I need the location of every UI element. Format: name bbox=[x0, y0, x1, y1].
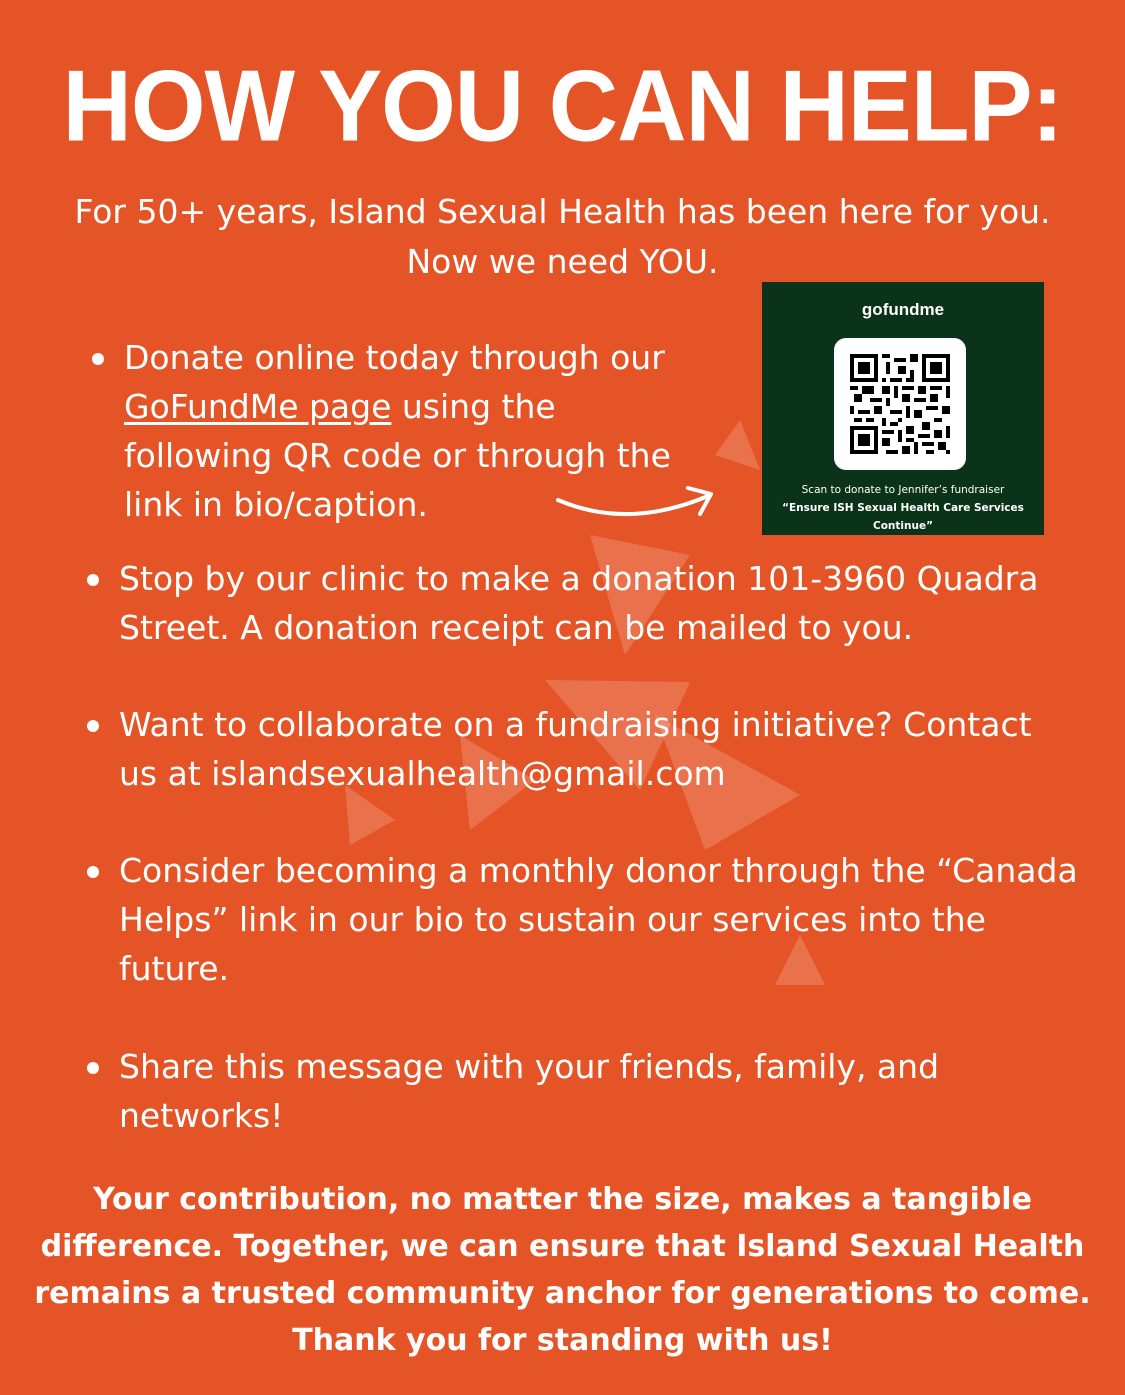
gofundme-logo: gofundme bbox=[861, 300, 945, 319]
gofundme-page-link[interactable]: GoFundMe page bbox=[124, 387, 392, 426]
closing-message: Your contribution, no matter the size, makes a tangible difference. Together, we can ensure that Island Sexual Health remains a trusted community anchor for generations to come. Thank you for standing with us! bbox=[34, 1182, 1091, 1358]
qr-caption bbox=[762, 481, 1044, 535]
donate-online-text-post: using the following QR code or through the link in bio/caption. bbox=[124, 387, 671, 524]
qr-fundraiser-name: “Ensure ISH Sexual Health Care Services Continue” bbox=[782, 502, 1024, 532]
bullet-clinic-donation: Stop by our clinic to make a donation 101-3960 Quadra Street. A donation receipt can be mailed to you. bbox=[119, 554, 1079, 652]
page-title: HOW YOU CAN HELP: bbox=[62, 50, 1063, 163]
curved-arrow-icon bbox=[548, 478, 728, 538]
intro-line-2: Now we need YOU. bbox=[406, 242, 719, 281]
qr-code-icon bbox=[850, 354, 950, 454]
gofundme-qr-card[interactable] bbox=[762, 282, 1044, 535]
bullet-collaborate: Want to collaborate on a fundraising initiative? Contact us at islandsexualhealth@gmail.com bbox=[119, 700, 1079, 798]
intro-text bbox=[40, 187, 1085, 287]
donate-online-text-pre: Donate online today through our bbox=[124, 338, 665, 377]
bullet-monthly-donor: Consider becoming a monthly donor through the “Canada Helps” link in our bio to sustain our services into the future. bbox=[119, 846, 1079, 993]
qr-code[interactable] bbox=[834, 338, 966, 470]
qr-scan-text: Scan to donate to Jennifer’s fundraiser bbox=[801, 484, 1005, 496]
bullet-share-message: Share this message with your friends, family, and networks! bbox=[119, 1042, 1079, 1140]
intro-line-1: For 50+ years, Island Sexual Health has been here for you. bbox=[74, 192, 1051, 231]
